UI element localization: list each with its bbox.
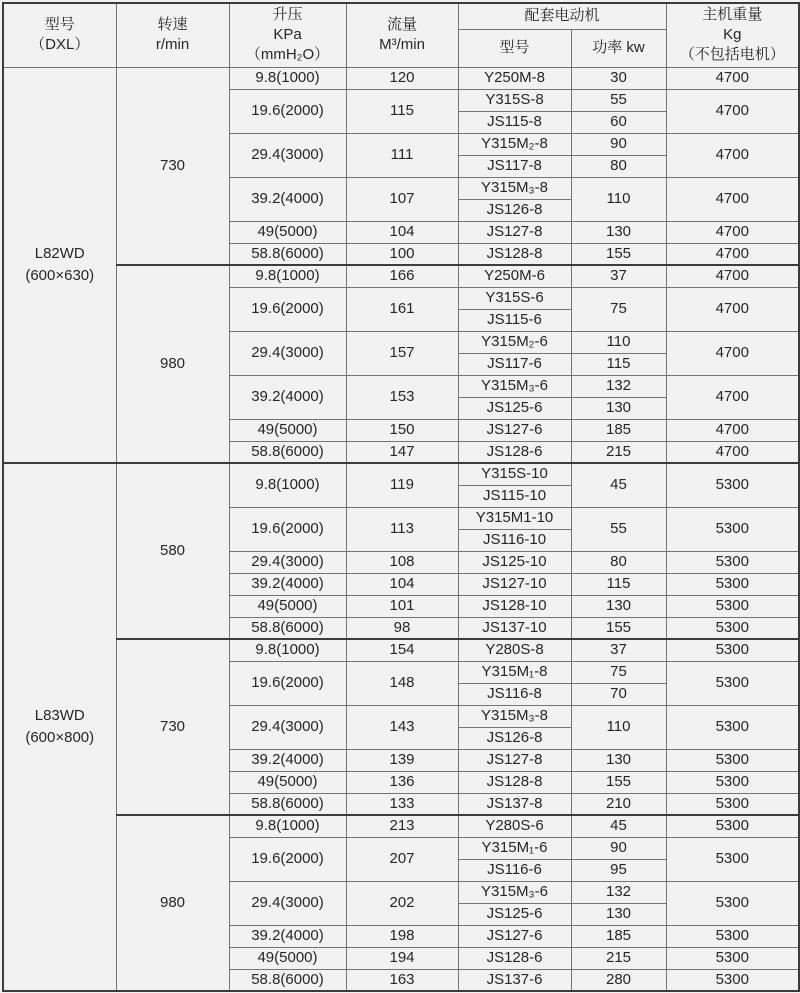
flow-cell: 111 xyxy=(346,133,458,177)
pressure-cell: 9.8(1000) xyxy=(229,463,346,507)
header-flow-line2: M³/min xyxy=(379,36,425,54)
flow-cell: 163 xyxy=(346,969,458,991)
flow-cell: 143 xyxy=(346,705,458,749)
motor-model-cell: JS127-8 xyxy=(458,749,571,771)
motor-model-cell: JS137-8 xyxy=(458,793,571,815)
header-flow xyxy=(346,3,458,67)
flow-cell: 133 xyxy=(346,793,458,815)
weight-cell: 5300 xyxy=(666,705,799,749)
power-cell: 132 xyxy=(571,881,666,903)
power-cell: 185 xyxy=(571,419,666,441)
motor-model-cell: Y250M-6 xyxy=(458,265,571,287)
pressure-cell: 49(5000) xyxy=(229,947,346,969)
header-motor-group: 配套电动机 xyxy=(458,3,666,29)
weight-cell: 5300 xyxy=(666,463,799,507)
power-cell: 55 xyxy=(571,89,666,111)
pressure-cell: 9.8(1000) xyxy=(229,815,346,837)
motor-model-cell: Y315S-8 xyxy=(458,89,571,111)
weight-cell: 5300 xyxy=(666,639,799,661)
motor-model-cell: JS115-10 xyxy=(458,485,571,507)
pressure-cell: 29.4(3000) xyxy=(229,551,346,573)
pressure-cell: 58.8(6000) xyxy=(229,969,346,991)
weight-cell: 4700 xyxy=(666,133,799,177)
pressure-cell: 49(5000) xyxy=(229,771,346,793)
power-cell: 60 xyxy=(571,111,666,133)
model-size: (600×630) xyxy=(25,266,95,284)
flow-cell: 100 xyxy=(346,243,458,265)
header-pressure-line1: 升压 xyxy=(272,5,303,23)
power-cell: 210 xyxy=(571,793,666,815)
weight-cell: 5300 xyxy=(666,507,799,551)
weight-cell: 4700 xyxy=(666,89,799,133)
flow-cell: 136 xyxy=(346,771,458,793)
pressure-cell: 58.8(6000) xyxy=(229,441,346,463)
pressure-cell: 49(5000) xyxy=(229,221,346,243)
weight-cell: 4700 xyxy=(666,375,799,419)
power-cell: 110 xyxy=(571,177,666,221)
pressure-cell: 19.6(2000) xyxy=(229,89,346,133)
header-pressure-line3: （mmH₂O） xyxy=(245,46,330,64)
power-cell: 70 xyxy=(571,683,666,705)
header-model-line1: 型号 xyxy=(44,16,75,33)
blower-spec-table xyxy=(2,2,800,992)
motor-model-cell: JS137-10 xyxy=(458,617,571,639)
speed-cell: 580 xyxy=(116,463,229,639)
flow-cell: 198 xyxy=(346,925,458,947)
motor-model-cell: JS115-6 xyxy=(458,309,571,331)
pressure-cell: 29.4(3000) xyxy=(229,881,346,925)
power-cell: 80 xyxy=(571,155,666,177)
pressure-cell: 39.2(4000) xyxy=(229,749,346,771)
flow-cell: 119 xyxy=(346,463,458,507)
power-cell: 110 xyxy=(571,705,666,749)
motor-model-cell: JS125-6 xyxy=(458,903,571,925)
motor-model-cell: Y315M₃-8 xyxy=(458,177,571,199)
header-flow-line1: 流量 xyxy=(386,16,417,33)
motor-model-cell: JS127-6 xyxy=(458,419,571,441)
power-cell: 45 xyxy=(571,815,666,837)
power-cell: 155 xyxy=(571,243,666,265)
motor-model-cell: JS128-6 xyxy=(458,947,571,969)
power-cell: 75 xyxy=(571,661,666,683)
motor-model-cell: JS117-8 xyxy=(458,155,571,177)
power-cell: 132 xyxy=(571,375,666,397)
motor-model-cell: JS117-6 xyxy=(458,353,571,375)
motor-model-cell: JS116-10 xyxy=(458,529,571,551)
motor-model-cell: JS128-10 xyxy=(458,595,571,617)
pressure-cell: 19.6(2000) xyxy=(229,287,346,331)
power-cell: 90 xyxy=(571,837,666,859)
motor-model-cell: JS127-6 xyxy=(458,925,571,947)
weight-cell: 5300 xyxy=(666,881,799,925)
speed-cell: 980 xyxy=(116,815,229,991)
power-cell: 185 xyxy=(571,925,666,947)
flow-cell: 107 xyxy=(346,177,458,221)
header-motor-power: 功率 kw xyxy=(571,29,666,67)
motor-model-cell: Y315M1-10 xyxy=(458,507,571,529)
power-cell: 130 xyxy=(571,221,666,243)
pressure-cell: 9.8(1000) xyxy=(229,639,346,661)
weight-cell: 5300 xyxy=(666,969,799,991)
model-cell xyxy=(3,67,116,463)
header-weight-line3: （不包括电机） xyxy=(679,46,785,64)
header-weight-line1: 主机重量 xyxy=(702,5,763,23)
flow-cell: 154 xyxy=(346,639,458,661)
weight-cell: 4700 xyxy=(666,243,799,265)
weight-cell: 4700 xyxy=(666,265,799,287)
pressure-cell: 39.2(4000) xyxy=(229,375,346,419)
weight-cell: 4700 xyxy=(666,177,799,221)
motor-model-cell: JS128-8 xyxy=(458,243,571,265)
power-cell: 110 xyxy=(571,331,666,353)
pressure-cell: 49(5000) xyxy=(229,595,346,617)
power-cell: 30 xyxy=(571,67,666,89)
power-cell: 280 xyxy=(571,969,666,991)
motor-model-cell: Y315M₃-8 xyxy=(458,705,571,727)
flow-cell: 108 xyxy=(346,551,458,573)
header-motor-model: 型号 xyxy=(458,29,571,67)
flow-cell: 147 xyxy=(346,441,458,463)
pressure-cell: 29.4(3000) xyxy=(229,705,346,749)
pressure-cell: 19.6(2000) xyxy=(229,837,346,881)
flow-cell: 148 xyxy=(346,661,458,705)
table-row xyxy=(3,815,799,837)
table-row xyxy=(3,639,799,661)
speed-cell: 730 xyxy=(116,639,229,815)
power-cell: 95 xyxy=(571,859,666,881)
pressure-cell: 58.8(6000) xyxy=(229,793,346,815)
pressure-cell: 29.4(3000) xyxy=(229,133,346,177)
header-row-1 xyxy=(3,3,799,29)
power-cell: 155 xyxy=(571,617,666,639)
table-row xyxy=(3,67,799,89)
motor-model-cell: Y250M-8 xyxy=(458,67,571,89)
weight-cell: 5300 xyxy=(666,771,799,793)
motor-model-cell: Y315M₁-6 xyxy=(458,837,571,859)
flow-cell: 153 xyxy=(346,375,458,419)
power-cell: 80 xyxy=(571,551,666,573)
power-cell: 155 xyxy=(571,771,666,793)
flow-cell: 207 xyxy=(346,837,458,881)
weight-cell: 5300 xyxy=(666,815,799,837)
weight-cell: 5300 xyxy=(666,573,799,595)
power-cell: 130 xyxy=(571,397,666,419)
motor-model-cell: JS137-6 xyxy=(458,969,571,991)
motor-model-cell: Y315S-6 xyxy=(458,287,571,309)
model-cell xyxy=(3,463,116,991)
pressure-cell: 19.6(2000) xyxy=(229,661,346,705)
motor-model-cell: JS127-10 xyxy=(458,573,571,595)
weight-cell: 4700 xyxy=(666,441,799,463)
header-weight-line2: Kg xyxy=(723,26,742,44)
weight-cell: 5300 xyxy=(666,551,799,573)
weight-cell: 5300 xyxy=(666,661,799,705)
table-header xyxy=(3,3,799,67)
flow-cell: 150 xyxy=(346,419,458,441)
model-size: (600×800) xyxy=(25,729,95,746)
weight-cell: 5300 xyxy=(666,749,799,771)
flow-cell: 104 xyxy=(346,573,458,595)
header-speed-line1: 转速 xyxy=(157,16,188,33)
power-cell: 130 xyxy=(571,749,666,771)
flow-cell: 104 xyxy=(346,221,458,243)
header-speed xyxy=(116,3,229,67)
weight-cell: 5300 xyxy=(666,947,799,969)
flow-cell: 161 xyxy=(346,287,458,331)
weight-cell: 4700 xyxy=(666,287,799,331)
flow-cell: 213 xyxy=(346,815,458,837)
pressure-cell: 39.2(4000) xyxy=(229,573,346,595)
motor-model-cell: JS116-6 xyxy=(458,859,571,881)
pressure-cell: 39.2(4000) xyxy=(229,925,346,947)
power-cell: 215 xyxy=(571,441,666,463)
pressure-cell: 29.4(3000) xyxy=(229,331,346,375)
motor-model-cell: JS116-8 xyxy=(458,683,571,705)
pressure-cell: 19.6(2000) xyxy=(229,507,346,551)
flow-cell: 101 xyxy=(346,595,458,617)
motor-model-cell: JS115-8 xyxy=(458,111,571,133)
speed-cell: 980 xyxy=(116,265,229,463)
header-weight xyxy=(666,3,799,67)
flow-cell: 98 xyxy=(346,617,458,639)
flow-cell: 113 xyxy=(346,507,458,551)
pressure-cell: 9.8(1000) xyxy=(229,265,346,287)
power-cell: 115 xyxy=(571,573,666,595)
power-cell: 130 xyxy=(571,595,666,617)
table-row xyxy=(3,265,799,287)
flow-cell: 166 xyxy=(346,265,458,287)
pressure-cell: 9.8(1000) xyxy=(229,67,346,89)
power-cell: 75 xyxy=(571,287,666,331)
motor-model-cell: Y280S-8 xyxy=(458,639,571,661)
pressure-cell: 58.8(6000) xyxy=(229,243,346,265)
power-cell: 90 xyxy=(571,133,666,155)
flow-cell: 157 xyxy=(346,331,458,375)
motor-model-cell: JS125-6 xyxy=(458,397,571,419)
weight-cell: 5300 xyxy=(666,595,799,617)
speed-cell: 730 xyxy=(116,67,229,265)
power-cell: 55 xyxy=(571,507,666,551)
motor-model-cell: JS128-6 xyxy=(458,441,571,463)
flow-cell: 139 xyxy=(346,749,458,771)
header-pressure xyxy=(229,3,346,67)
weight-cell: 5300 xyxy=(666,837,799,881)
motor-model-cell: JS128-8 xyxy=(458,771,571,793)
table-row xyxy=(3,463,799,485)
table-body xyxy=(3,67,799,991)
motor-model-cell: Y315M₃-6 xyxy=(458,881,571,903)
pressure-cell: 49(5000) xyxy=(229,419,346,441)
model-name: L83WD xyxy=(34,707,85,725)
flow-cell: 202 xyxy=(346,881,458,925)
header-model xyxy=(3,3,116,67)
weight-cell: 5300 xyxy=(666,617,799,639)
flow-cell: 194 xyxy=(346,947,458,969)
weight-cell: 4700 xyxy=(666,67,799,89)
power-cell: 37 xyxy=(571,265,666,287)
motor-model-cell: JS126-8 xyxy=(458,199,571,221)
motor-model-cell: Y315S-10 xyxy=(458,463,571,485)
header-model-line2: （DXL） xyxy=(30,36,90,54)
power-cell: 215 xyxy=(571,947,666,969)
power-cell: 130 xyxy=(571,903,666,925)
motor-model-cell: Y280S-6 xyxy=(458,815,571,837)
header-speed-line2: r/min xyxy=(155,36,190,54)
motor-model-cell: Y315M₃-6 xyxy=(458,375,571,397)
weight-cell: 5300 xyxy=(666,925,799,947)
flow-cell: 120 xyxy=(346,67,458,89)
flow-cell: 115 xyxy=(346,89,458,133)
power-cell: 45 xyxy=(571,463,666,507)
weight-cell: 5300 xyxy=(666,793,799,815)
motor-model-cell: JS126-8 xyxy=(458,727,571,749)
motor-model-cell: Y315M₂-6 xyxy=(458,331,571,353)
motor-model-cell: JS125-10 xyxy=(458,551,571,573)
motor-model-cell: Y315M₂-8 xyxy=(458,133,571,155)
motor-model-cell: Y315M₁-8 xyxy=(458,661,571,683)
power-cell: 115 xyxy=(571,353,666,375)
weight-cell: 4700 xyxy=(666,419,799,441)
model-name: L82WD xyxy=(34,245,85,262)
power-cell: 37 xyxy=(571,639,666,661)
weight-cell: 4700 xyxy=(666,331,799,375)
pressure-cell: 58.8(6000) xyxy=(229,617,346,639)
header-pressure-line2: KPa xyxy=(273,26,302,44)
motor-model-cell: JS127-8 xyxy=(458,221,571,243)
pressure-cell: 39.2(4000) xyxy=(229,177,346,221)
weight-cell: 4700 xyxy=(666,221,799,243)
